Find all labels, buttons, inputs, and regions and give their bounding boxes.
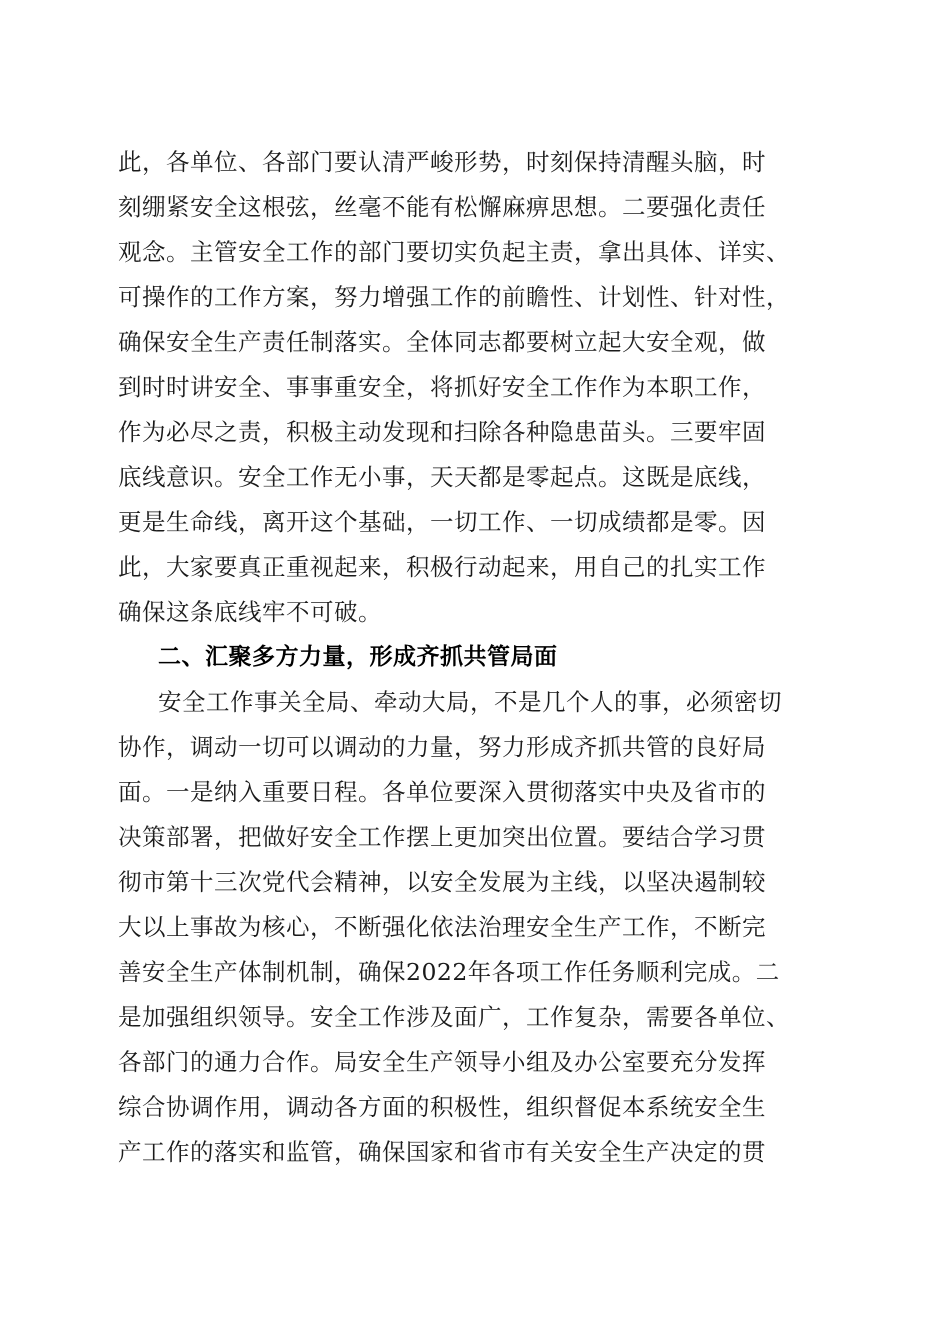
body-line: 产工作的落实和监管，确保国家和省市有关安全生产决定的贯 [118,1138,766,1166]
body-line: 更是生命线，离开这个基础，一切工作、一切成绩都是零。因 [118,508,766,536]
body-line: 各部门的通力合作。局安全生产领导小组及办公室要充分发挥 [118,1048,766,1076]
body-line: 决策部署，把做好安全工作摆上更加突出位置。要结合学习贯 [118,823,766,851]
body-line: 此，大家要真正重视起来，积极行动起来，用自己的扎实工作 [118,553,766,581]
body-line: 可操作的工作方案，努力增强工作的前瞻性、计划性、针对性， [118,283,790,311]
body-line: 安全工作事关全局、牵动大局，不是几个人的事，必须密切 [158,688,782,716]
body-line: 面。一是纳入重要日程。各单位要深入贯彻落实中央及省市的 [118,778,766,806]
body-line: 作为必尽之责，积极主动发现和扫除各种隐患苗头。三要牢固 [118,418,766,446]
body-line: 到时时讲安全、事事重安全，将抓好安全工作作为本职工作， [118,373,766,401]
body-line: 是加强组织领导。安全工作涉及面广，工作复杂，需要各单位、 [118,1003,790,1031]
body-line: 综合协调作用，调动各方面的积极性，组织督促本系统安全生 [118,1093,766,1121]
document-body [118,140,838,1175]
body-line: 大以上事故为核心，不断强化依法治理安全生产工作，不断完 [118,913,766,941]
section-heading: 二、汇聚多方力量，形成齐抓共管局面 [158,644,558,670]
body-line: 刻绷紧安全这根弦，丝毫不能有松懈麻痹思想。二要强化责任 [118,193,766,221]
body-line: 此，各单位、各部门要认清严峻形势，时刻保持清醒头脑，时 [118,148,766,176]
body-line: 协作，调动一切可以调动的力量，努力形成齐抓共管的良好局 [118,733,766,761]
body-line: 彻市第十三次党代会精神，以安全发展为主线，以坚决遏制较 [118,868,766,896]
body-line: 确保这条底线牢不可破。 [118,598,382,626]
body-line: 观念。主管安全工作的部门要切实负起主责，拿出具体、详实、 [118,238,790,266]
body-line: 善安全生产体制机制，确保2022年各项工作任务顺利完成。二 [118,958,780,986]
body-line: 确保安全生产责任制落实。全体同志都要树立起大安全观，做 [118,328,766,356]
body-line: 底线意识。安全工作无小事，天天都是零起点。这既是底线， [118,463,766,491]
